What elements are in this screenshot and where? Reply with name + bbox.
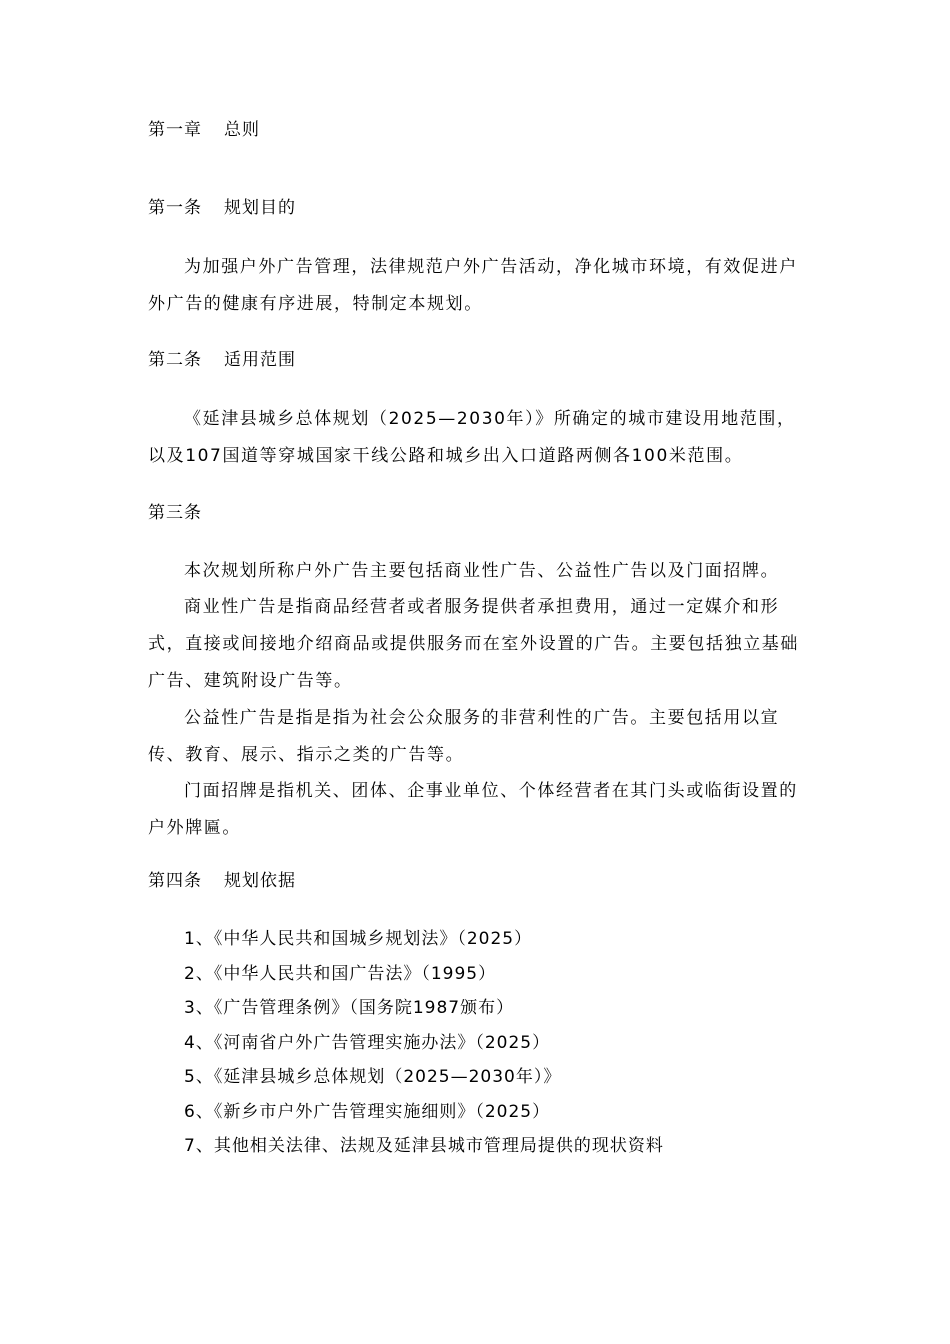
legal-basis-list xyxy=(184,926,664,1168)
list-item: 5、《延津县城乡总体规划（2025—2030年）》 xyxy=(184,1067,562,1087)
article-2-heading xyxy=(148,350,296,370)
article-3-heading xyxy=(148,503,202,523)
article-4-title: 规划依据 xyxy=(224,871,296,891)
article-3-paragraph-public: 公益性广告是指是指为社会公众服务的非营利性的广告。主要包括用以宣传、教育、展示、指示之类的广告等。 xyxy=(148,708,780,765)
list-item: 1、《中华人民共和国城乡规划法》（2025） xyxy=(184,929,533,949)
list-item: 7、其他相关法律、法规及延津县城市管理局提供的现状资料 xyxy=(184,1136,664,1156)
article-2-number: 第二条 xyxy=(148,350,202,370)
article-1-number: 第一条 xyxy=(148,198,202,218)
article-4-heading xyxy=(148,871,296,891)
article-1-title: 规划目的 xyxy=(224,198,296,218)
list-item: 3、《广告管理条例》（国务院1987颁布） xyxy=(184,998,515,1018)
article-4-number: 第四条 xyxy=(148,871,202,891)
article-1-paragraph: 为加强户外广告管理，法律规范户外广告活动，净化城市环境，有效促进户外广告的健康有序进展，特制定本规划。 xyxy=(148,257,798,314)
article-2-paragraph: 《延津县城乡总体规划（2025—2030年）》所确定的城市建设用地范围，以及107国道等穿城国家干线公路和城乡出入口道路两侧各100米范围。 xyxy=(148,409,796,466)
article-3-paragraph-commercial: 商业性广告是指商品经营者或者服务提供者承担费用，通过一定媒介和形式，直接或间接地介绍商品或提供服务而在室外设置的广告。主要包括独立基础广告、建筑附设广告等。 xyxy=(148,597,799,691)
article-3-paragraph-scope: 本次规划所称户外广告主要包括商业性广告、公益性广告以及门面招牌。 xyxy=(184,561,780,581)
article-3-number: 第三条 xyxy=(148,503,202,523)
list-item: 6、《新乡市户外广告管理实施细则》（2025） xyxy=(184,1101,551,1122)
list-item: 4、《河南省户外广告管理实施办法》（2025） xyxy=(184,1032,551,1053)
chapter-number: 第一章 xyxy=(148,120,202,140)
chapter-heading xyxy=(148,120,260,140)
article-1-heading xyxy=(148,198,296,218)
chapter-title: 总则 xyxy=(224,120,260,140)
list-item: 2、《中华人民共和国广告法》（1995） xyxy=(184,963,497,984)
article-3-paragraph-signboard: 门面招牌是指机关、团体、企事业单位、个体经营者在其门头或临街设置的户外牌匾。 xyxy=(148,781,798,838)
article-2-title: 适用范围 xyxy=(224,350,296,370)
